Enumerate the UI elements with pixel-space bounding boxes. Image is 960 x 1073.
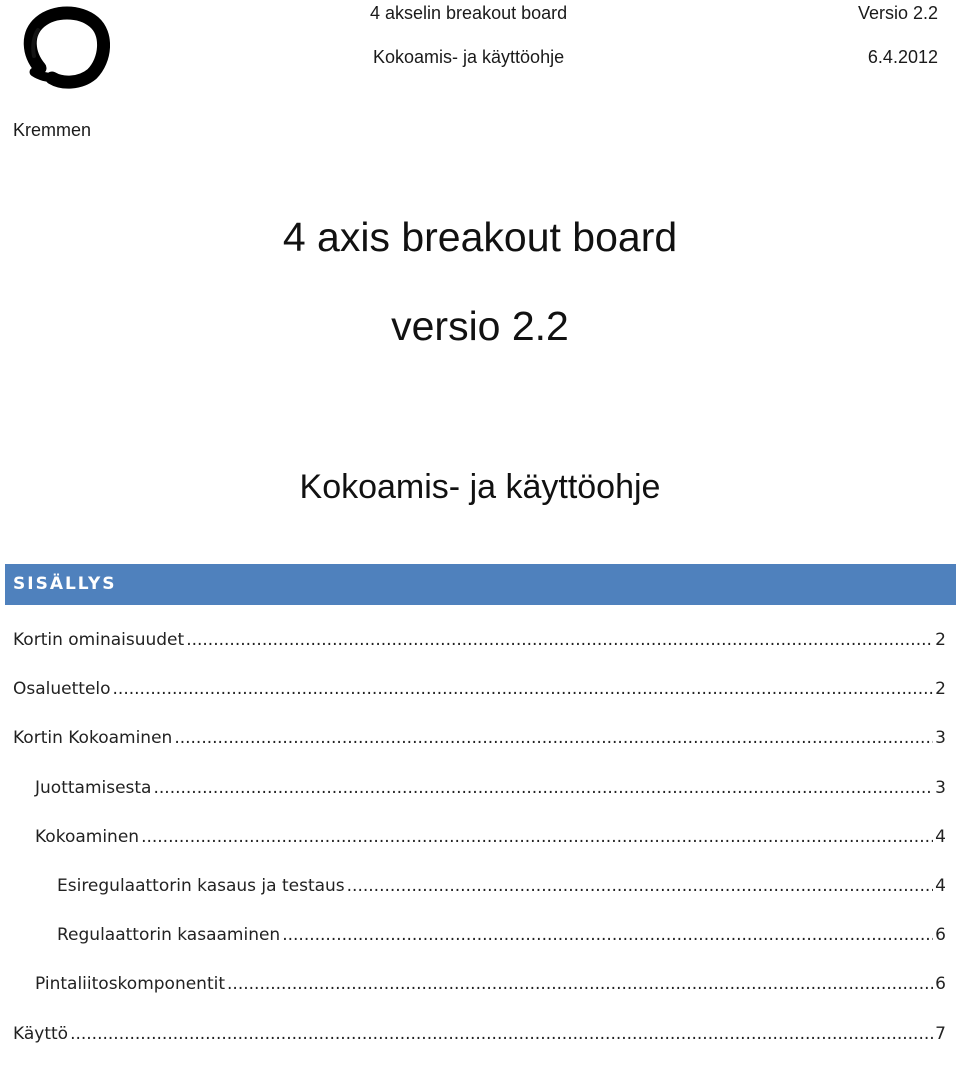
toc-entry-label: Osaluettelo: [13, 679, 111, 700]
toc-entry-label: Kortin Kokoaminen: [13, 728, 173, 749]
toc-entry-page: 2: [935, 679, 946, 700]
toc-entry[interactable]: [0, 925, 960, 974]
toc-entry[interactable]: [0, 876, 960, 925]
toc-entry[interactable]: [0, 1024, 960, 1073]
toc-entry-label: Pintaliitoskomponentit: [35, 974, 226, 995]
toc-entry-page: 7: [935, 1023, 946, 1044]
header-doc-title: 4 akselin breakout board: [370, 3, 568, 23]
author: Kremmen: [13, 120, 92, 140]
toc-entry-label: Esiregulaattorin kasaus ja testaus: [57, 875, 345, 896]
toc-entry-label: Regulaattorin kasaaminen: [57, 925, 281, 946]
toc-entry-page: 3: [935, 728, 946, 749]
cover-subtitle: Kokoamis- ja käyttöohje: [299, 468, 661, 506]
toc-entry-page: 3: [935, 777, 946, 798]
toc-entry[interactable]: [0, 974, 960, 1023]
toc-leader: [227, 974, 933, 994]
toc-entry[interactable]: [0, 630, 960, 679]
header-date: 6.4.2012: [867, 47, 938, 67]
toc-entry-label: Kokoaminen: [35, 826, 140, 847]
header-version: Versio 2.2: [857, 3, 938, 23]
toc-entry-label: Käyttö: [13, 1023, 69, 1044]
toc-entry[interactable]: [0, 778, 960, 827]
header-doc-subtitle: Kokoamis- ja käyttöohje: [373, 47, 565, 67]
toc-entry-page: 4: [935, 826, 946, 847]
toc-entry-page: 2: [935, 630, 946, 650]
toc-entry[interactable]: [0, 728, 960, 777]
toc-entry-page: 4: [935, 875, 946, 896]
toc-entry[interactable]: [0, 679, 960, 728]
toc-leader: [153, 778, 933, 798]
cover-title: 4 axis breakout board: [282, 214, 678, 260]
toc-entry-label: Kortin ominaisuudet: [13, 630, 185, 650]
table-of-contents: [0, 630, 960, 1073]
toc-entry[interactable]: [0, 827, 960, 876]
toc-entry-page: 6: [935, 925, 946, 946]
toc-entry-page: 6: [935, 974, 946, 995]
toc-leader: [186, 630, 933, 650]
toc-leader: [347, 876, 934, 896]
toc-leader: [113, 679, 934, 699]
toc-leader: [141, 827, 933, 847]
toc-leader: [282, 925, 933, 945]
toc-leader: [70, 1024, 933, 1044]
toc-entry-label: Juottamisesta: [35, 777, 152, 798]
toc-leader: [174, 728, 933, 748]
cover-version: versio 2.2: [391, 303, 569, 349]
logo: [18, 6, 110, 92]
enso-circle-logo-icon: [18, 6, 110, 92]
toc-heading: SISÄLLYS: [5, 564, 956, 605]
